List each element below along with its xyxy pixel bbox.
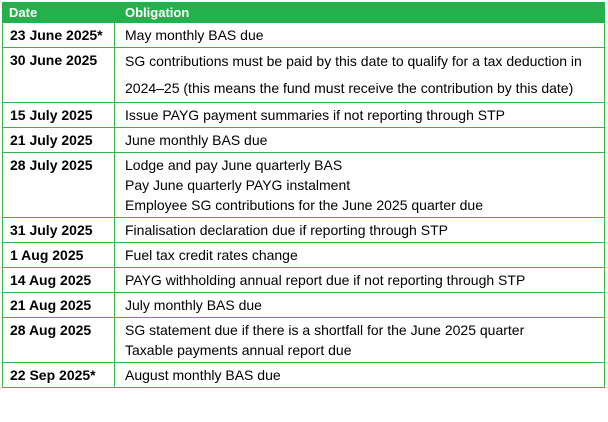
obligation-line: August monthly BAS due	[125, 367, 281, 383]
row-obligation	[115, 363, 605, 388]
row-obligation	[115, 243, 605, 268]
obligation-line: Lodge and pay June quarterly BAS	[125, 157, 343, 173]
row-date: 30 June 2025	[3, 48, 115, 103]
table-row	[3, 128, 605, 153]
table-body	[3, 23, 605, 388]
header-obligation: Obligation	[115, 3, 605, 23]
obligation-line: June monthly BAS due	[125, 132, 268, 148]
row-obligation	[115, 48, 605, 103]
row-obligation	[115, 23, 605, 48]
table-row	[3, 363, 605, 388]
row-date: 23 June 2025*	[3, 23, 115, 48]
obligation-line: Employee SG contributions for the June 2025 quarter due	[125, 197, 483, 213]
table-row	[3, 293, 605, 318]
obligation-line: Issue PAYG payment summaries if not reporting through STP	[125, 107, 505, 123]
row-date: 21 July 2025	[3, 128, 115, 153]
obligations-table	[2, 2, 605, 388]
row-obligation	[115, 103, 605, 128]
row-date: 21 Aug 2025	[3, 293, 115, 318]
table-row	[3, 48, 605, 103]
row-date: 15 July 2025	[3, 103, 115, 128]
row-obligation	[115, 153, 605, 218]
row-date: 28 July 2025	[3, 153, 115, 218]
obligation-line: PAYG withholding annual report due if not reporting through STP	[125, 272, 526, 288]
table-row	[3, 268, 605, 293]
table-row	[3, 103, 605, 128]
obligation-line: July monthly BAS due	[125, 297, 262, 313]
table-row	[3, 153, 605, 218]
row-date: 14 Aug 2025	[3, 268, 115, 293]
row-date: 28 Aug 2025	[3, 318, 115, 363]
row-obligation	[115, 268, 605, 293]
obligation-line: Finalisation declaration due if reporting through STP	[125, 222, 448, 238]
obligation-line: Fuel tax credit rates change	[125, 247, 298, 263]
row-date: 1 Aug 2025	[3, 243, 115, 268]
row-date: 31 July 2025	[3, 218, 115, 243]
table-row	[3, 318, 605, 363]
obligation-line: Taxable payments annual report due	[125, 342, 352, 358]
row-obligation	[115, 293, 605, 318]
obligation-line: SG statement due if there is a shortfall for the June 2025 quarter	[125, 322, 525, 338]
table-row	[3, 23, 605, 48]
table-row	[3, 243, 605, 268]
obligation-line: May monthly BAS due	[125, 27, 264, 43]
row-obligation	[115, 218, 605, 243]
header-row	[3, 3, 605, 23]
row-obligation	[115, 128, 605, 153]
header-date: Date	[3, 3, 115, 23]
row-obligation	[115, 318, 605, 363]
obligation-line: Pay June quarterly PAYG instalment	[125, 177, 351, 193]
table-row	[3, 218, 605, 243]
obligation-line: SG contributions must be paid by this date to qualify for a tax deduction in 2024–25 (this means the fund must receive the contribution by this date)	[125, 53, 582, 96]
row-date: 22 Sep 2025*	[3, 363, 115, 388]
